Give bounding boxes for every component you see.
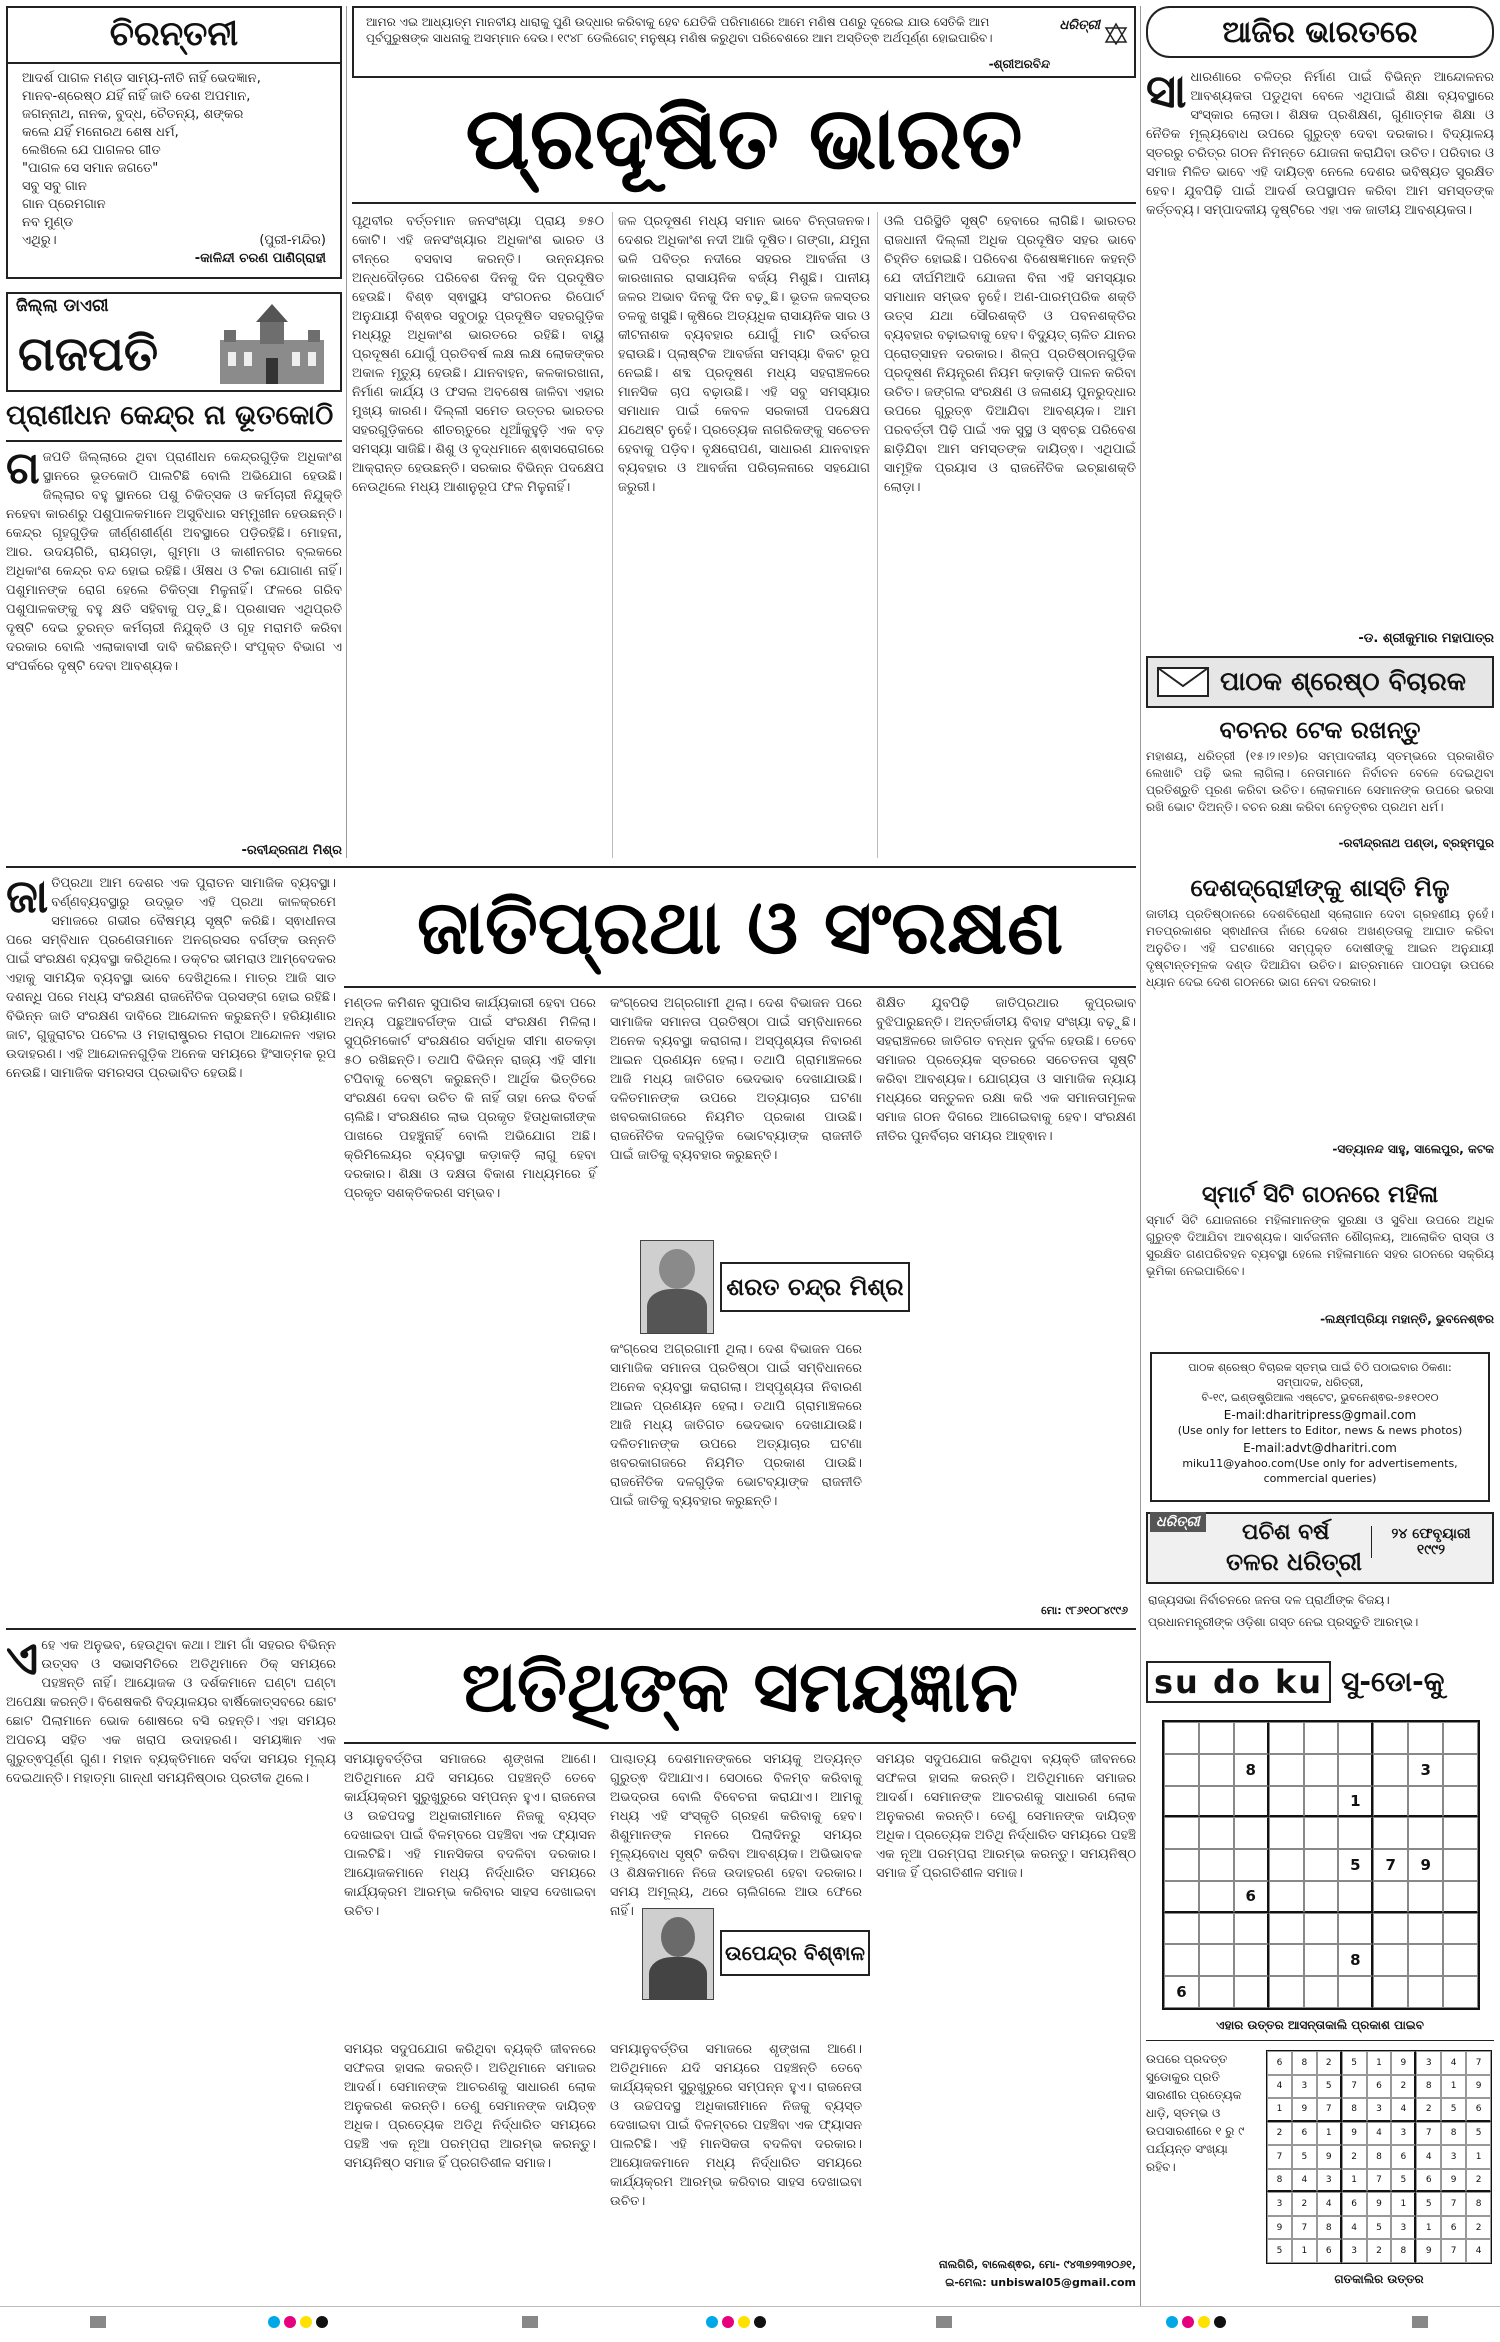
author-name-upendra: ଉପେନ୍ଦ୍ର ବିଶ୍ଵାଳ (720, 1930, 870, 1976)
letter-title: ଦେଶଦ୍ରୋହୀଙ୍କୁ ଶାସ୍ତି ମିଳୁ (1190, 874, 1450, 902)
zilla-name: ଗଜପତି (18, 326, 159, 382)
sudoku-cell[interactable] (1408, 1786, 1443, 1818)
sudoku-cell[interactable] (1443, 1976, 1478, 2008)
sudoku-cell[interactable] (1164, 1881, 1199, 1913)
gray-bar (522, 2316, 538, 2328)
solution-cell: 9 (1367, 2192, 1392, 2216)
quote-text: ଆମର ଏଇ ଆଧ୍ୟାତ୍ମ ମାନବୀୟ ଧାରାକୁ ପୁଣି ଉଦ୍ଧାର କରିବାକୁ ହେବ ଯେତିକି ପରିମାଣରେ ଆମେ ମଣିଷ ପଣରୁ ଦୂରେଇ ଯାଉ ସେତିକି ଆମ ପୂର୍ବପୁରୁଷଙ୍କ ସାଧନାକୁ ଅସମ୍ମାନ ଦେଉ। ୧୯୪୮ ଡେଲିଗେଟ୍ ମନୁଷ୍ୟ ମଣିଷ କରୁଥିବା ପରିବେଶରେ ଆମ ଅସ୍ତିତ୍ଵ ଅର୍ଥପୂର୍ଣ୍ଣ ହୋଇପାରିବ। (366, 15, 993, 45)
solution-cell: 4 (1391, 2098, 1416, 2122)
sudoku-cell[interactable] (1373, 1881, 1408, 1913)
solution-cell: 6 (1391, 2145, 1416, 2169)
sudoku-cell[interactable] (1373, 1817, 1408, 1849)
solution-cell: 4 (1317, 2192, 1342, 2216)
sudoku-cell[interactable] (1408, 1881, 1443, 1913)
sudoku-cell[interactable] (1269, 1722, 1304, 1754)
sudoku-cell[interactable] (1338, 1881, 1373, 1913)
sudoku-cell[interactable]: 8 (1338, 1944, 1373, 1976)
solution-cell: 5 (1292, 2145, 1317, 2169)
contact-email[interactable]: E-mail:dharitripress@gmail.com (1223, 1408, 1417, 1422)
twentyfive-item: ରାଜ୍ୟସଭା ନିର୍ବାଚନରେ ଜନତା ଦଳ ପ୍ରାର୍ଥୀଙ୍କ ବିଜୟ। (1148, 1593, 1390, 1607)
main2-col1: ତିପ୍ରଥା ଆମ ଦେଶର ଏକ ପୁରାତନ ସାମାଜିକ ବ୍ୟବସ୍ଥା। ବର୍ଣ୍ଣବ୍ୟବସ୍ଥାରୁ ଉଦ୍ଭୂତ ଏହି ପ୍ରଥା କାଳକ୍ରମେ ସମାଜରେ ଗଭୀର ବୈଷମ୍ୟ ସୃଷ୍ଟି କରିଛି। ସ୍ଵାଧୀନତା ପରେ ସମ୍ବିଧାନ ପ୍ରଣେତାମାନେ ଅନଗ୍ରସର ବର୍ଗଙ୍କ ଉନ୍ନତି ପାଇଁ ସଂରକ୍ଷଣ ବ୍ୟବସ୍ଥା କରିଥିଲେ। ଡକ୍ଟର ଭୀମରାଓ ଆମ୍ବେଦକର ଏହାକୁ ସାମୟିକ ବ୍ୟବସ୍ଥା ଭାବେ ଦେଖିଥିଲେ। ମାତ୍ର ଆଜି ସାତ ଦଶନ୍ଧି ପରେ ମଧ୍ୟ ସଂରକ୍ଷଣ ରାଜନୈତିକ ପ୍ରସଙ୍ଗ ହୋଇ ରହିଛି। ବିଭିନ୍ନ ଜାତି ସଂରକ୍ଷଣ ଦାବିରେ ଆନ୍ଦୋଳନ କରୁଛନ୍ତି। ହରିୟାଣାର ଜାଟ, ଗୁଜୁରାଟର ପଟେଲ ଓ ମହାରାଷ୍ଟ୍ରର ମରାଠା ଆନ୍ଦୋଳନ ଏହାର ଉଦାହରଣ। ଏହି ଆନ୍ଦୋଳନଗୁଡ଼ିକ ଅନେକ ସମୟରେ ହିଂସାତ୍ମକ ରୂପ ନେଉଛି। ସାମାଜିକ ସମରସତା ପ୍ରଭାବିତ ହେଉଛି। (6, 876, 336, 1081)
solution-cell: 3 (1441, 2145, 1466, 2169)
solution-cell: 2 (1342, 2145, 1367, 2169)
poem-line: ଆଦର୍ଶ ପାଗଳ ମଣ୍ଡ ସାମ୍ୟ-ନୀତି ନାହିଁ ଭେଦଜ୍ଞାନ, (22, 71, 261, 86)
sudoku-cell[interactable] (1373, 1913, 1408, 1945)
main3-col2: ସମୟାନୁବର୍ତ୍ତିତା ସମାଜରେ ଶୃଙ୍ଖଳା ଆଣେ। ଅତିଥିମାନେ ଯଦି ସମୟରେ ପହଞ୍ଚନ୍ତି ତେବେ କାର୍ଯ୍ୟକ୍ରମ ସୁରୁଖୁରୁରେ ସମ୍ପନ୍ନ ହୁଏ। ରାଜନେତା ଓ ଉଚ୍ଚପଦସ୍ଥ ଅଧିକାରୀମାନେ ନିଜକୁ ବ୍ୟସ୍ତ ଦେଖାଇବା ପାଇଁ ବିଳମ୍ବରେ ପହଞ୍ଚିବା ଏକ ଫ୍ୟାସନ ପାଲଟିଛି। ଏହି ମାନସିକତା ବଦଳିବା ଦରକାର। ଆୟୋଜକମାନେ ମଧ୍ୟ ନିର୍ଦ୍ଧାରିତ ସମୟରେ କାର୍ଯ୍ୟକ୍ରମ ଆରମ୍ଭ କରିବାର ସାହସ ଦେଖାଇବା ଉଚିତ। (344, 1752, 596, 1919)
author-photo-sarat (640, 1240, 714, 1334)
black-dot (1214, 2316, 1226, 2328)
sudoku-cell[interactable] (1199, 1976, 1234, 2008)
sudoku-cell[interactable] (1443, 1881, 1478, 1913)
sudoku-cell[interactable] (1269, 1881, 1304, 1913)
sudoku-cell[interactable] (1408, 1817, 1443, 1849)
quote-strip (352, 6, 1136, 78)
sudoku-grid (1162, 1720, 1480, 2010)
solution-cell: 9 (1317, 2145, 1342, 2169)
solution-cell: 1 (1267, 2098, 1292, 2122)
quote-author: -ଶ୍ରୀଅରବିନ୍ଦ (988, 57, 1050, 71)
twentyfive-title-2: ତଳର ଧରିତ୍ରୀ (1226, 1548, 1362, 1576)
contact-box (1150, 1352, 1490, 1502)
cyan-dot (268, 2316, 280, 2328)
dharitri-logo-small: ଧରିତ୍ରୀ (1059, 18, 1100, 33)
sudoku-cell[interactable] (1304, 1976, 1339, 2008)
sudoku-cell[interactable] (1199, 1817, 1234, 1849)
sudoku-answer-note: ଏହାର ଉତ୍ତର ଆସନ୍ତାକାଲି ପ୍ରକାଶ ପାଇବ (1216, 2018, 1424, 2032)
sudoku-cell[interactable] (1269, 1849, 1304, 1881)
poem-line: ଗାନ ପ୍ରେମଗାନ (22, 197, 106, 212)
solution-cell: 1 (1342, 2169, 1367, 2193)
letter-author: -ଲକ୍ଷ୍ମୀପ୍ରିୟା ମହାନ୍ତି, ଭୁବନେଶ୍ଵର (1320, 1312, 1494, 1326)
solution-cell: 6 (1292, 2122, 1317, 2146)
sudoku-cell[interactable] (1373, 1722, 1408, 1754)
solution-cell: 8 (1441, 2122, 1466, 2146)
sudoku-cell[interactable] (1199, 1849, 1234, 1881)
sudoku-cell[interactable] (1443, 1849, 1478, 1881)
sudoku-cell[interactable] (1199, 1722, 1234, 1754)
zilla-diary-box (6, 292, 342, 392)
sudoku-cell[interactable] (1443, 1722, 1478, 1754)
solution-cell: 5 (1342, 2051, 1367, 2075)
sudoku-cell[interactable] (1199, 1913, 1234, 1945)
solution-cell: 5 (1441, 2098, 1466, 2122)
star-emblem-icon (1104, 22, 1128, 46)
sudoku-title (1146, 1654, 1494, 1710)
letter-2 (1146, 874, 1494, 1174)
letter-author: -ରବୀନ୍ଦ୍ରନାଥ ପଣ୍ଡା, ବ୍ରହ୍ମପୁର (1338, 836, 1494, 850)
sudoku-cell[interactable] (1199, 1754, 1234, 1786)
envelope-icon (1156, 664, 1212, 700)
sudoku-cell[interactable] (1304, 1817, 1339, 1849)
solution-cell: 5 (1466, 2122, 1491, 2146)
solution-cell: 4 (1441, 2051, 1466, 2075)
solution-cell: 5 (1367, 2216, 1392, 2240)
solution-cell: 4 (1267, 2075, 1292, 2099)
letter-title: ସ୍ମାର୍ଟ ସିଟି ଗଠନରେ ମହିଳା (1201, 1182, 1439, 1208)
solution-cell: 3 (1391, 2122, 1416, 2146)
solution-cell: 7 (1367, 2169, 1392, 2193)
solution-cell: 8 (1342, 2098, 1367, 2122)
sudoku-cell[interactable] (1199, 1944, 1234, 1976)
sudoku-cell[interactable]: 6 (1234, 1881, 1269, 1913)
solution-cell: 2 (1466, 2169, 1491, 2193)
main3-col3b: ସମୟାନୁବର୍ତ୍ତିତା ସମାଜରେ ଶୃଙ୍ଖଳା ଆଣେ। ଅତିଥିମାନେ ଯଦି ସମୟରେ ପହଞ୍ଚନ୍ତି ତେବେ କାର୍ଯ୍ୟକ୍ରମ ସୁରୁଖୁରୁରେ ସମ୍ପନ୍ନ ହୁଏ। ରାଜନେତା ଓ ଉଚ୍ଚପଦସ୍ଥ ଅଧିକାରୀମାନେ ନିଜକୁ ବ୍ୟସ୍ତ ଦେଖାଇବା ପାଇଁ ବିଳମ୍ବରେ ପହଞ୍ଚିବା ଏକ ଫ୍ୟାସନ ପାଲଟିଛି। ଏହି ମାନସିକତା ବଦଳିବା ଦରକାର। ଆୟୋଜକମାନେ ମଧ୍ୟ ନିର୍ଦ୍ଧାରିତ ସମୟରେ କାର୍ଯ୍ୟକ୍ରମ ଆରମ୍ଭ କରିବାର ସାହସ ଦେଖାଇବା ଉଚିତ। (610, 2042, 862, 2209)
twentyfive-date: ୨୪ ଫେବୃୟାରୀ ୧୯୯୨ (1371, 1526, 1486, 1558)
main3-address: ନାଲଗିରି, ବାଲେଶ୍ଵର, ମୋ- ୯୪୩୭୨୩୨୦୬୧, (938, 2258, 1136, 2271)
poem-line: କଲେ ଯହିଁ ମନୋରଥ ଶେଷ ଧର୍ମ, (22, 125, 179, 140)
solution-cell: 8 (1466, 2192, 1491, 2216)
solution-cell: 6 (1441, 2216, 1466, 2240)
solution-cell: 7 (1416, 2122, 1441, 2146)
solution-cell: 1 (1416, 2216, 1441, 2240)
sudoku-cell[interactable] (1373, 1786, 1408, 1818)
sudoku-cell[interactable] (1304, 1913, 1339, 1945)
solution-cell: 8 (1391, 2239, 1416, 2263)
solution-cell: 9 (1292, 2098, 1317, 2122)
twentyfive-item: ପ୍ରଧାନମନ୍ତ୍ରୀଙ୍କ ଓଡ଼ିଶା ଗସ୍ତ ନେଇ ପ୍ରସ୍ତୁତି ଆରମ୍ଭ। (1148, 1615, 1419, 1629)
sudoku-cell[interactable] (1443, 1817, 1478, 1849)
sudoku-cell[interactable] (1304, 1944, 1339, 1976)
author-photo-upendra (642, 1908, 714, 2000)
contact-email[interactable]: miku11@yahoo.com(Use only for advertisements, commercial queries) (1182, 1457, 1458, 1485)
sudoku-cell[interactable] (1443, 1786, 1478, 1818)
solution-cell: 7 (1267, 2145, 1292, 2169)
sudoku-cell[interactable] (1269, 1754, 1304, 1786)
contact-note: (Use only for letters to Editor, news & news photos) (1177, 1424, 1463, 1437)
yellow-dot (300, 2316, 312, 2328)
solution-cell: 6 (1342, 2192, 1367, 2216)
poem-line: ସବୁ ସବୁ ଗାନ (22, 179, 87, 194)
sudoku-cell[interactable] (1338, 1817, 1373, 1849)
solution-cell: 5 (1391, 2169, 1416, 2193)
sudoku-cell[interactable] (1408, 1944, 1443, 1976)
sudoku-cell[interactable] (1164, 1786, 1199, 1818)
zilla-diary-label: ଜିଲ୍ଲା ଡାଏରୀ (16, 296, 109, 316)
sudoku-cell[interactable] (1199, 1786, 1234, 1818)
poem-line: ଲେଖିଲେ ଯେ ପାଗଳର ଗୀତ (22, 143, 161, 158)
letter-1 (1146, 716, 1494, 866)
sudoku-cell[interactable] (1234, 1817, 1269, 1849)
cyan-dot (706, 2316, 718, 2328)
solution-cell: 8 (1267, 2169, 1292, 2193)
sudoku-cell[interactable] (1269, 1786, 1304, 1818)
sudoku-cell[interactable]: 8 (1234, 1754, 1269, 1786)
solution-cell: 8 (1367, 2145, 1392, 2169)
sudoku-cell[interactable] (1234, 1849, 1269, 1881)
sudoku-title-en: su do ku (1146, 1661, 1331, 1703)
letter-author: -ସତ୍ୟାନନ୍ଦ ସାହୁ, ସାଲେପୁର, କଟକ (1332, 1142, 1494, 1156)
sudoku-cell[interactable] (1269, 1944, 1304, 1976)
yellow-dot (1198, 2316, 1210, 2328)
solution-cell: 3 (1416, 2051, 1441, 2075)
palace-icon (212, 300, 332, 386)
pranadhana-dropcap: ଗ (6, 443, 40, 494)
magenta-dot (722, 2316, 734, 2328)
solution-cell: 9 (1267, 2216, 1292, 2240)
solution-cell: 2 (1292, 2192, 1317, 2216)
sudoku-cell[interactable] (1304, 1849, 1339, 1881)
author-name-sarat: ଶରତ ଚନ୍ଦ୍ର ମିଶ୍ର (720, 1262, 910, 1312)
sudoku-cell[interactable] (1373, 1976, 1408, 2008)
sudoku-cell[interactable] (1443, 1913, 1478, 1945)
solution-cell: 9 (1391, 2051, 1416, 2075)
solution-cell: 9 (1342, 2122, 1367, 2146)
sudoku-cell[interactable] (1338, 1913, 1373, 1945)
main1-col2: ଜଳ ପ୍ରଦୂଷଣ ମଧ୍ୟ ସମାନ ଭାବେ ଚିନ୍ତାଜନକ। ଦେଶର ଅଧିକାଂଶ ନଦୀ ଆଜି ଦୂଷିତ। ଗଙ୍ଗା, ଯମୁନା ଭଳି ପବିତ୍ର ନଦୀରେ ସହରର ଆବର୍ଜନା ଓ କାରଖାନାର ରାସାୟନିକ ବର୍ଜ୍ୟ ମିଶୁଛି। ପାନୀୟ ଜଳର ଅଭାବ ଦିନକୁ ଦିନ ବଢ଼ୁଛି। ଭୂତଳ ଜଳସ୍ତର ତଳକୁ ଖସୁଛି। କୃଷିରେ ଅତ୍ୟଧିକ ରାସାୟନିକ ସାର ଓ କୀଟନାଶକ ବ୍ୟବହାର ଯୋଗୁଁ ମାଟି ଉର୍ବରତା ହରାଉଛି। ପ୍ଲାଷ୍ଟିକ ଆବର୍ଜନା ସମସ୍ୟା ବିକଟ ରୂପ ନେଇଛି। ଶବ୍ଦ ପ୍ରଦୂଷଣ ମଧ୍ୟ ସହରାଞ୍ଚଳରେ ମାନସିକ ଚାପ ବଢ଼ାଉଛି। ଏହି ସବୁ ସମସ୍ୟାର ସମାଧାନ ପାଇଁ କେବଳ ସରକାରୀ ପଦକ୍ଷେପ ଯଥେଷ୍ଟ ନୁହେଁ। ପ୍ରତ୍ୟେକ ନାଗରିକଙ୍କୁ ସଚେତନ ହେବାକୁ ପଡ଼ିବ। ବୃକ୍ଷରୋପଣ, ସାଧାରଣ ଯାନବାହନ ବ୍ୟବହାର ଓ ଆବର୍ଜନା ପରିଚାଳନାରେ ସହଯୋଗ ଜରୁରୀ। (618, 214, 870, 495)
sudoku-cell[interactable] (1234, 1722, 1269, 1754)
main2-col4: ଶିକ୍ଷିତ ଯୁବପିଢ଼ି ଜାତିପ୍ରଥାର କୁପ୍ରଭାବ ବୁଝିପାରୁଛନ୍ତି। ଅନ୍ତର୍ଜାତୀୟ ବିବାହ ସଂଖ୍ୟା ବଢ଼ୁଛି। ସହରାଞ୍ଚଳରେ ଜାତିଗତ ବନ୍ଧନ ଦୁର୍ବଳ ହେଉଛି। ତେବେ ସମାଜର ପ୍ରତ୍ୟେକ ସ୍ତରରେ ସଚେତନତା ସୃଷ୍ଟି କରିବା ଆବଶ୍ୟକ। ଯୋଗ୍ୟତା ଓ ସାମାଜିକ ନ୍ୟାୟ ମଧ୍ୟରେ ସନ୍ତୁଳନ ରକ୍ଷା କରି ଏକ ସମାନତାମୂଳକ ସମାଜ ଗଠନ ଦିଗରେ ଆଗେଇବାକୁ ହେବ। ସଂରକ୍ଷଣ ନୀତିର ପୁନର୍ବିଚାର ସମୟର ଆହ୍ଵାନ। (876, 996, 1136, 1144)
ajira-bharat-dropcap: ସା (1146, 64, 1187, 118)
solution-cell: 3 (1367, 2098, 1392, 2122)
solution-cell: 3 (1317, 2169, 1342, 2193)
main3-dropcap: ଏ (6, 1631, 39, 1685)
sudoku-cell[interactable]: 5 (1338, 1849, 1373, 1881)
contact-line: ସମ୍ପାଦକ, ଧରିତ୍ରୀ, (1276, 1376, 1364, 1389)
main2-headline: ଜାତିପ୍ରଥା ଓ ସଂରକ୍ଷଣ (416, 885, 1064, 971)
sudoku-cell[interactable] (1304, 1786, 1339, 1818)
letters-header (1146, 656, 1494, 708)
sudoku-cell[interactable] (1269, 1976, 1304, 2008)
contact-line: ପାଠକ ଶ୍ରେଷ୍ଠ ବିଚାରକ ସ୍ତମ୍ଭ ପାଇଁ ଚିଠି ପଠାଇବାର ଠିକଣା: (1188, 1361, 1452, 1374)
solution-cell: 9 (1441, 2169, 1466, 2193)
solution-cell: 5 (1317, 2075, 1342, 2099)
yellow-dot (738, 2316, 750, 2328)
ajira-bharat-body: ଧାରଣାରେ ଚଳିତ୍ର ନିର୍ମାଣ ପାଇଁ ବିଭିନ୍ନ ଆନ୍ଦୋଳନର ଆବଶ୍ୟକତା ପଡୁଥିବା ବେଳେ ଏଥିପାଇଁ ଶିକ୍ଷା ବ୍ୟବସ୍ଥାରେ ସଂସ୍କାର ଲୋଡା। ଶିକ୍ଷକ ପ୍ରଶିକ୍ଷଣ, ଗୁଣାତ୍ମକ ଶିକ୍ଷା ଓ ନୈତିକ ମୂଲ୍ୟବୋଧ ଉପରେ ଗୁରୁତ୍ଵ ଦେବା ଦରକାର। ବିଦ୍ୟାଳୟ ସ୍ତରରୁ ଚରିତ୍ର ଗଠନ ନିମନ୍ତେ ଯୋଜନା କରାଯିବା ଉଚିତ। ପରିବାର ଓ ସମାଜ ମିଳିତ ଭାବେ ଏହି ଦାୟିତ୍ଵ ନେଲେ ଦେଶର ଭବିଷ୍ୟତ ସୁରକ୍ଷିତ ହେବ। ଯୁବପିଢ଼ି ପାଇଁ ଆଦର୍ଶ ଉପସ୍ଥାପନ କରିବା ଆମ ସମସ୍ତଙ୍କ କର୍ତ୍ତବ୍ୟ। ସମ୍ପାଦକୀୟ ଦୃଷ୍ଟିରେ ଏହା ଏକ ଜାତୀୟ ଆବଶ୍ୟକତା। (1146, 70, 1494, 218)
sudoku-cell[interactable] (1373, 1754, 1408, 1786)
solution-cell: 2 (1391, 2075, 1416, 2099)
sudoku-cell[interactable] (1408, 1913, 1443, 1945)
pranadhana-author: -ରବୀନ୍ଦ୍ରନାଥ ମିଶ୍ର (241, 843, 342, 858)
poem-line: ନବ ମୁଣ୍ଡ (22, 215, 74, 230)
main2-phone: ମୋ: ୯୮୬୧୦୮୪୯୯୬ (1041, 1604, 1128, 1617)
main3-col2b: ସମୟର ସଦୁପଯୋଗ କରିଥିବା ବ୍ୟକ୍ତି ଜୀବନରେ ସଫଳତା ହାସଲ କରନ୍ତି। ଅତିଥିମାନେ ସମାଜର ଆଦର୍ଶ। ସେମାନଙ୍କ ଆଚରଣକୁ ସାଧାରଣ ଲୋକ ଅନୁକରଣ କରନ୍ତି। ତେଣୁ ସେମାନଙ୍କ ଦାୟିତ୍ଵ ଅଧିକ। ପ୍ରତ୍ୟେକ ଅତିଥି ନିର୍ଦ୍ଧାରିତ ସମୟରେ ପହଞ୍ଚି ଏକ ନୂଆ ପରମ୍ପରା ଆରମ୍ଭ କରନ୍ତୁ। ସମୟନିଷ୍ଠ ସମାଜ ହିଁ ପ୍ରଗତିଶୀଳ ସମାଜ। (344, 2042, 596, 2171)
poem-line: ଜଗନ୍ନାଥ, ନାନକ, ବୁଦ୍ଧ, ଚୈତନ୍ୟ, ଶଙ୍କର (22, 107, 244, 122)
sudoku-cell[interactable] (1304, 1754, 1339, 1786)
sudoku-cell[interactable] (1199, 1881, 1234, 1913)
chirantani-title: ଚିରନ୍ତନୀ (8, 8, 340, 64)
letter-3 (1146, 1182, 1494, 1342)
solution-cell: 3 (1267, 2192, 1292, 2216)
solution-cell: 4 (1292, 2169, 1317, 2193)
main3-col4: ସମୟର ସଦୁପଯୋଗ କରିଥିବା ବ୍ୟକ୍ତି ଜୀବନରେ ସଫଳତା ହାସଲ କରନ୍ତି। ଅତିଥିମାନେ ସମାଜର ଆଦର୍ଶ। ସେମାନଙ୍କ ଆଚରଣକୁ ସାଧାରଣ ଲୋକ ଅନୁକରଣ କରନ୍ତି। ତେଣୁ ସେମାନଙ୍କ ଦାୟିତ୍ଵ ଅଧିକ। ପ୍ରତ୍ୟେକ ଅତିଥି ନିର୍ଦ୍ଧାରିତ ସମୟରେ ପହଞ୍ଚି ଏକ ନୂଆ ପରମ୍ପରା ଆରମ୍ଭ କରନ୍ତୁ। ସମୟନିଷ୍ଠ ସମାଜ ହିଁ ପ୍ରଗତିଶୀଳ ସମାଜ। (876, 1752, 1136, 1881)
sudoku-solution-grid (1266, 2050, 1492, 2264)
sudoku-cell[interactable] (1269, 1913, 1304, 1945)
solution-cell: 9 (1416, 2239, 1441, 2263)
solution-cell: 6 (1416, 2169, 1441, 2193)
solution-cell: 5 (1267, 2239, 1292, 2263)
solution-cell: 6 (1317, 2239, 1342, 2263)
magenta-dot (284, 2316, 296, 2328)
solution-cell: 1 (1441, 2075, 1466, 2099)
gray-bar (90, 2316, 106, 2328)
poem-line: "ପାଗଳ ସେ ସମାନ ଜଗତେ" (22, 161, 159, 176)
solution-cell: 2 (1416, 2098, 1441, 2122)
sudoku-cell[interactable] (1234, 1913, 1269, 1945)
black-dot (316, 2316, 328, 2328)
sudoku-cell[interactable]: 3 (1408, 1754, 1443, 1786)
main3-email[interactable]: ଇ-ମେଲ: unbiswal05@gmail.com (945, 2276, 1136, 2289)
sudoku-cell[interactable] (1269, 1817, 1304, 1849)
main1-col3: ଓଲି ପରିସ୍ଥିତି ସୃଷ୍ଟି ହେବାରେ ଲାଗିଛି। ଭାରତର ରାଜଧାନୀ ଦିଲ୍ଲୀ ଅଧିକ ପ୍ରଦୂଷିତ ସହର ଭାବେ ଚିହ୍ନିତ ହୋଇଛି। ପରିବେଶ ବିଶେଷଜ୍ଞମାନେ କହନ୍ତି ଯେ ଦୀର୍ଘମିଆଦି ଯୋଜନା ବିନା ଏହି ସମସ୍ୟାର ସମାଧାନ ସମ୍ଭବ ନୁହେଁ। ଅଣ-ପାରମ୍ପରିକ ଶକ୍ତି ଉତ୍ସ ଯଥା ସୌରଶକ୍ତି ଓ ପବନଶକ୍ତିର ବ୍ୟବହାର ବଢ଼ାଇବାକୁ ହେବ। ବିଦ୍ୟୁତ୍ ଚାଳିତ ଯାନର ପ୍ରୋତ୍ସାହନ ଦରକାର। ଶିଳ୍ପ ପ୍ରତିଷ୍ଠାନଗୁଡ଼ିକ ପ୍ରଦୂଷଣ ନିୟନ୍ତ୍ରଣ ନିୟମ କଡ଼ାକଡ଼ି ପାଳନ କରିବା ଉଚିତ। ଜଙ୍ଗଲ ସଂରକ୍ଷଣ ଓ ଜଳାଶୟ ପୁନରୁଦ୍ଧାର ଉପରେ ଗୁରୁତ୍ଵ ଦିଆଯିବା ଆବଶ୍ୟକ। ଆମ ପରବର୍ତ୍ତୀ ପିଢ଼ି ପାଇଁ ଏକ ସୁସ୍ଥ ଓ ସ୍ଵଚ୍ଛ ପରିବେଶ ଛାଡ଼ିଯିବା ଆମ ସମସ୍ତଙ୍କ ଦାୟିତ୍ଵ। ଏଥିପାଇଁ ସାମୂହିକ ପ୍ରୟାସ ଓ ରାଜନୈତିକ ଇଚ୍ଛାଶକ୍ତି ଲୋଡ଼ା। (884, 214, 1136, 495)
sudoku-cell[interactable] (1338, 1722, 1373, 1754)
sudoku-cell[interactable] (1338, 1754, 1373, 1786)
pranadhana-body: ଜପତି ଜିଲ୍ଲାରେ ଥିବା ପ୍ରାଣୀଧନ କେନ୍ଦ୍ରଗୁଡ଼ିକ ଅଧିକାଂଶ ସ୍ଥାନରେ ଭୂତକୋଠି ପାଲଟିଛି ବୋଲି ଅଭିଯୋଗ ହେଉଛି। ଜିଲ୍ଲାର ବହୁ ସ୍ଥାନରେ ପଶୁ ଚିକିତ୍ସକ ଓ କର୍ମଚାରୀ ନିଯୁକ୍ତି ନହେବା କାରଣରୁ ପଶୁପାଳକମାନେ ଅସୁବିଧାର ସମ୍ମୁଖୀନ ହେଉଛନ୍ତି। କେନ୍ଦ୍ର ଗୃହଗୁଡ଼ିକ ଜୀର୍ଣ୍ଣଶୀର୍ଣ୍ଣ ଅବସ୍ଥାରେ ପଡ଼ିରହିଛି। ମୋହନା, ଆର. ଉଦୟଗିରି, ରାୟଗଡ଼ା, ଗୁମ୍ମା ଓ କାଶୀନଗର ବ୍ଲକରେ ଅଧିକାଂଶ କେନ୍ଦ୍ର ବନ୍ଦ ହୋଇ ରହିଛି। ଔଷଧ ଓ ଟିକା ଯୋଗାଣ ନାହିଁ। ପଶୁମାନଙ୍କ ରୋଗ ହେଲେ ଚିକିତ୍ସା ମିଳୁନାହିଁ। ଫଳରେ ଗରିବ ପଶୁପାଳକଙ୍କୁ ବହୁ କ୍ଷତି ସହିବାକୁ ପଡ଼ୁଛି। ପ୍ରଶାସନ ଏଥିପ୍ରତି ଦୃଷ୍ଟି ଦେଇ ତୁରନ୍ତ କର୍ମଚାରୀ ନିଯୁକ୍ତି ଓ ଗୃହ ମରାମତି କରିବା ଦରକାର ବୋଲି ଏଲାକାବାସୀ ଦାବି କରିଛନ୍ତି। ସଂପୃକ୍ତ ବିଭାଗ ଏ ସଂପର୍କରେ ଦୃଷ୍ଟି ଦେବା ଆବଶ୍ୟକ। (6, 450, 342, 674)
main2-col3b: କଂଗ୍ରେସ ଅଗ୍ରଗାମୀ ଥିଲା। ଦେଶ ବିଭାଜନ ପରେ ସାମାଜିକ ସମାନତା ପ୍ରତିଷ୍ଠା ପାଇଁ ସମ୍ବିଧାନରେ ଅନେକ ବ୍ୟବସ୍ଥା କରାଗଲା। ଅସ୍ପୃଶ୍ୟତା ନିବାରଣ ଆଇନ ପ୍ରଣୟନ ହେଲା। ତଥାପି ଗ୍ରାମାଞ୍ଚଳରେ ଆଜି ମଧ୍ୟ ଜାତିଗତ ଭେଦଭାବ ଦେଖାଯାଉଛି। ଦଳିତମାନଙ୍କ ଉପରେ ଅତ୍ୟାଚାର ଘଟଣା ଖବରକାଗଜରେ ନିୟମିତ ପ୍ରକାଶ ପାଉଛି। ରାଜନୈତିକ ଦଳଗୁଡ଼ିକ ଭୋଟବ୍ୟାଙ୍କ ରାଜନୀତି ପାଇଁ ଜାତିକୁ ବ୍ୟବହାର କରୁଛନ୍ତି। (610, 1342, 862, 1509)
poem-line: ଏଥିରୁ। (22, 233, 57, 248)
sudoku-cell[interactable] (1443, 1754, 1478, 1786)
letter-body: ଜାତୀୟ ପ୍ରତିଷ୍ଠାନରେ ଦେଶବିରୋଧୀ ସ୍ଲୋଗାନ ଦେବା ଗ୍ରହଣୀୟ ନୁହେଁ। ମତପ୍ରକାଶର ସ୍ଵାଧୀନତା ନାଁରେ ଦେଶର ଅଖଣ୍ଡତାକୁ ଆଘାତ କରିବା ଅନୁଚିତ। ଏହି ଘଟଣାରେ ସମ୍ପୃକ୍ତ ଦୋଷୀଙ୍କୁ ଆଇନ ଅନୁଯାୟୀ ଦୃଷ୍ଟାନ୍ତମୂଳକ ଦଣ୍ଡ ଦିଆଯିବା ଉଚିତ। ଛାତ୍ରମାନେ ପାଠପଢ଼ା ଉପରେ ଧ୍ୟାନ ଦେଇ ଦେଶ ଗଠନରେ ଭାଗ ନେବା ଦରକାର। (1146, 907, 1494, 989)
cyan-dot (1166, 2316, 1178, 2328)
solution-cell: 7 (1292, 2216, 1317, 2240)
solution-cell: 7 (1342, 2075, 1367, 2099)
solution-cell: 5 (1416, 2192, 1441, 2216)
poem-line: ମାନବ-ଶ୍ରେଷ୍ଠ ଯହିଁ ନାହିଁ ଜାତି ଦେଶ ଅପମାନ, (22, 89, 251, 104)
sudoku-cell[interactable] (1338, 1976, 1373, 2008)
sudoku-cell[interactable] (1234, 1976, 1269, 2008)
sudoku-cell[interactable] (1234, 1944, 1269, 1976)
sudoku-cell[interactable] (1164, 1817, 1199, 1849)
solution-cell: 2 (1367, 2239, 1392, 2263)
main2-col3: କଂଗ୍ରେସ ଅଗ୍ରଗାମୀ ଥିଲା। ଦେଶ ବିଭାଜନ ପରେ ସାମାଜିକ ସମାନତା ପ୍ରତିଷ୍ଠା ପାଇଁ ସମ୍ବିଧାନରେ ଅନେକ ବ୍ୟବସ୍ଥା କରାଗଲା। ଅସ୍ପୃଶ୍ୟତା ନିବାରଣ ଆଇନ ପ୍ରଣୟନ ହେଲା। ତଥାପି ଗ୍ରାମାଞ୍ଚଳରେ ଆଜି ମଧ୍ୟ ଜାତିଗତ ଭେଦଭାବ ଦେଖାଯାଉଛି। ଦଳିତମାନଙ୍କ ଉପରେ ଅତ୍ୟାଚାର ଘଟଣା ଖବରକାଗଜରେ ନିୟମିତ ପ୍ରକାଶ ପାଉଛି। ରାଜନୈତିକ ଦଳଗୁଡ଼ିକ ଭୋଟବ୍ୟାଙ୍କ ରାଜନୀତି ପାଇଁ ଜାତିକୁ ବ୍ୟବହାର କରୁଛନ୍ତି। (610, 996, 862, 1163)
main3-col3: ପାଶ୍ଚାତ୍ୟ ଦେଶମାନଙ୍କରେ ସମୟକୁ ଅତ୍ୟନ୍ତ ଗୁରୁତ୍ଵ ଦିଆଯାଏ। ସେଠାରେ ବିଳମ୍ବ କରିବାକୁ ଅଭଦ୍ରତା ବୋଲି ବିବେଚନା କରାଯାଏ। ଆମକୁ ମଧ୍ୟ ଏହି ସଂସ୍କୃତି ଗ୍ରହଣ କରିବାକୁ ହେବ। ଶିଶୁମାନଙ୍କ ମନରେ ପିଲାଦିନରୁ ସମୟର ମୂଲ୍ୟବୋଧ ସୃଷ୍ଟି କରିବା ଆବଶ୍ୟକ। ଅଭିଭାବକ ଓ ଶିକ୍ଷକମାନେ ନିଜେ ଉଦାହରଣ ହେବା ଦରକାର। ସମୟ ଅମୂଲ୍ୟ, ଥରେ ଚାଲିଗଲେ ଆଉ ଫେରେ ନାହିଁ। (610, 1752, 862, 1919)
sudoku-cell[interactable] (1234, 1786, 1269, 1818)
solution-cell: 1 (1367, 2051, 1392, 2075)
poem-source: (ପୁରୀ-ମନ୍ଦିର) (259, 233, 326, 248)
contact-email[interactable]: E-mail:advt@dharitri.com (1243, 1441, 1397, 1455)
chirantani-box (6, 6, 342, 279)
sudoku-cell[interactable] (1373, 1944, 1408, 1976)
main2-col2: ମଣ୍ଡଳ କମିଶନ ସୁପାରିସ କାର୍ଯ୍ୟକାରୀ ହେବା ପରେ ଅନ୍ୟ ପଛୁଆବର୍ଗଙ୍କ ପାଇଁ ସଂରକ୍ଷଣ ମିଳିଲା। ସୁପ୍ରିମକୋର୍ଟ ସଂରକ୍ଷଣର ସର୍ବାଧିକ ସୀମା ଶତକଡ଼ା ୫୦ ରଖିଛନ୍ତି। ତଥାପି ବିଭିନ୍ନ ରାଜ୍ୟ ଏହି ସୀମା ଟପିବାକୁ ଚେଷ୍ଟା କରୁଛନ୍ତି। ଆର୍ଥିକ ଭିତ୍ତିରେ ସଂରକ୍ଷଣ ଦେବା ଉଚିତ କି ନାହିଁ ତାହା ନେଇ ବିତର୍କ ଚାଲିଛି। ସଂରକ୍ଷଣର ଲାଭ ପ୍ରକୃତ ହିତାଧିକାରୀଙ୍କ ପାଖରେ ପହଞ୍ଚୁନାହିଁ ବୋଲି ଅଭିଯୋଗ ଅଛି। କ୍ରିମିଲେୟର ବ୍ୟବସ୍ଥା କଡ଼ାକଡ଼ି ଲାଗୁ ହେବା ଦରକାର। ଶିକ୍ଷା ଓ ଦକ୍ଷତା ବିକାଶ ମାଧ୍ୟମରେ ହିଁ ପ୍ରକୃତ ସଶକ୍ତିକରଣ ସମ୍ଭବ। (344, 996, 596, 1201)
solution-cell: 1 (1391, 2192, 1416, 2216)
sudoku-cell[interactable]: 6 (1164, 1976, 1199, 2008)
sudoku-cell[interactable]: 1 (1338, 1786, 1373, 1818)
solution-cell: 6 (1367, 2075, 1392, 2099)
sudoku-cell[interactable] (1304, 1722, 1339, 1754)
sudoku-cell[interactable] (1408, 1722, 1443, 1754)
gray-bar (936, 2316, 952, 2328)
main1-col1: ପୃଥିବୀର ବର୍ତ୍ତମାନ ଜନସଂଖ୍ୟା ପ୍ରାୟ ୭୫୦ କୋଟି। ଏହି ଜନସଂଖ୍ୟାର ଅଧିକାଂଶ ଭାରତ ଓ ଚୀନ୍‌ରେ ବସବାସ କରନ୍ତି। ଉନ୍ନୟନର ଅନ୍ଧଦୌଡ଼ରେ ପରିବେଶ ଦିନକୁ ଦିନ ପ୍ରଦୂଷିତ ହେଉଛି। ବିଶ୍ଵ ସ୍ଵାସ୍ଥ୍ୟ ସଂଗଠନର ରିପୋର୍ଟ ଅନୁଯାୟୀ ବିଶ୍ଵର ସବୁଠାରୁ ପ୍ରଦୂଷିତ ସହରଗୁଡ଼ିକ ମଧ୍ୟରୁ ଅଧିକାଂଶ ଭାରତରେ ରହିଛି। ବାୟୁ ପ୍ରଦୂଷଣ ଯୋଗୁଁ ପ୍ରତିବର୍ଷ ଲକ୍ଷ ଲକ୍ଷ ଲୋକଙ୍କର ଅକାଳ ମୃତ୍ୟୁ ହେଉଛି। ଯାନବାହନ, କଳକାରଖାନା, ନିର୍ମାଣ କାର୍ଯ୍ୟ ଓ ଫସଲ ଅବଶେଷ ଜାଳିବା ଏହାର ମୁଖ୍ୟ କାରଣ। ଦିଲ୍ଲୀ ସମେତ ଉତ୍ତର ଭାରତର ସହରଗୁଡ଼ିକରେ ଶୀତଋତୁରେ ଧୂଆଁକୁହୁଡ଼ି ଏକ ବଡ଼ ସମସ୍ୟା ସାଜିଛି। ଶିଶୁ ଓ ବୃଦ୍ଧମାନେ ଶ୍ଵାସରୋଗରେ ଆକ୍ରାନ୍ତ ହେଉଛନ୍ତି। ସରକାର ବିଭିନ୍ନ ପଦକ୍ଷେପ ନେଉଥିଲେ ମଧ୍ୟ ଆଶାନୁରୂପ ଫଳ ମିଳୁନାହିଁ। (352, 214, 604, 495)
solution-cell: 4 (1342, 2216, 1367, 2240)
solution-cell: 7 (1441, 2239, 1466, 2263)
solution-cell: 2 (1317, 2051, 1342, 2075)
solution-cell: 3 (1391, 2216, 1416, 2240)
solution-cell: 4 (1367, 2122, 1392, 2146)
poem-author: -କାଳିନ୍ଦୀ ଚରଣ ପାଣିଗ୍ରାହୀ (194, 251, 326, 266)
letter-title: ବଚନର ଟେକ ରଖନ୍ତୁ (1219, 716, 1421, 744)
gray-bar (1412, 2316, 1428, 2328)
twentyfive-box (1146, 1512, 1494, 1640)
letters-title: ପାଠକ ଶ୍ରେଷ୍ଠ ବିଚାରକ (1220, 666, 1467, 697)
twentyfive-title-1: ପଚିଶ ବର୍ଷ (1242, 1520, 1330, 1545)
solution-cell: 7 (1466, 2051, 1491, 2075)
sudoku-cell[interactable] (1164, 1849, 1199, 1881)
solution-cell: 3 (1292, 2075, 1317, 2099)
magenta-dot (1182, 2316, 1194, 2328)
solution-cell: 8 (1317, 2216, 1342, 2240)
main1-headline: ପ୍ରଦୂଷିତ ଭାରତ (465, 89, 1023, 189)
solution-cell: 1 (1466, 2145, 1491, 2169)
twentyfive-logo: ଧରିତ୍ରୀ (1150, 1512, 1206, 1532)
black-dot (754, 2316, 766, 2328)
chirantani-poem (8, 64, 340, 274)
ajira-bharat-author: -ଡ. ଶ୍ରୀକୁମାର ମହାପାତ୍ର (1358, 631, 1494, 646)
ajira-bharat-box (1146, 6, 1494, 646)
contact-line: ବି-୧୯, ଇଣ୍ଡଷ୍ଟ୍ରିଆଲ ଏଷ୍ଟେଟ, ଭୁବନେଶ୍ଵର-୭୫୧୦୧୦ (1201, 1391, 1439, 1404)
sudoku-solution-label: ଗତକାଲିର ଉତ୍ତର (1334, 2272, 1424, 2286)
sudoku-title-or: ସୁ-ଡୋ-କୁ (1341, 1665, 1445, 1698)
ajira-bharat-title: ଆଜିର ଭାରତରେ (1146, 6, 1494, 58)
solution-cell: 3 (1342, 2239, 1367, 2263)
solution-cell: 2 (1267, 2122, 1292, 2146)
sudoku-cell[interactable] (1164, 1722, 1199, 1754)
solution-cell: 7 (1441, 2192, 1466, 2216)
letter-body: ମହାଶୟ, ଧରିତ୍ରୀ (୧୫।୨।୧୭)ର ସମ୍ପାଦକୀୟ ସ୍ତମ୍ଭରେ ପ୍ରକାଶିତ ଲେଖାଟି ପଢ଼ି ଭଲ ଲାଗିଲା। ନେତାମାନେ ନିର୍ବାଚନ ବେଳେ ଦେଇଥିବା ପ୍ରତିଶ୍ରୁତି ପୂରଣ କରିବା ଉଚିତ। ଲୋକମାନେ ସେମାନଙ୍କ ଉପରେ ଭରସା ରଖି ଭୋଟ ଦିଅନ୍ତି। ବଚନ ରକ୍ଷା କରିବା ନେତୃତ୍ଵର ପ୍ରଥମ ଧର୍ମ। (1146, 749, 1494, 814)
main3-headline: ଅତିଥିଙ୍କ ସମୟଜ୍ଞାନ (461, 1646, 1019, 1728)
solution-cell: 8 (1292, 2051, 1317, 2075)
sudoku-cell[interactable] (1164, 1913, 1199, 1945)
sudoku-cell[interactable] (1164, 1944, 1199, 1976)
sudoku-rules: ଉପରେ ପ୍ରଦତ୍ତ ସୁଡୋକୁର ପ୍ରତି ସାରଣୀର ପ୍ରତ୍ୟେକ ଧାଡ଼ି, ସ୍ତମ୍ଭ ଓ ଉପସାରଣୀରେ ୧ ରୁ ୯ ପର୍ଯ୍ୟନ୍ତ ସଂଖ୍ୟା ରହିବ। (1146, 2052, 1245, 2174)
sudoku-cell[interactable] (1408, 1976, 1443, 2008)
main2-dropcap: ଜା (6, 869, 49, 923)
solution-cell: 1 (1317, 2122, 1342, 2146)
letter-body: ସ୍ମାର୍ଟ ସିଟି ଯୋଜନାରେ ମହିଳାମାନଙ୍କ ସୁରକ୍ଷା ଓ ସୁବିଧା ଉପରେ ଅଧିକ ଗୁରୁତ୍ଵ ଦିଆଯିବା ଆବଶ୍ୟକ। ସାର୍ବଜନୀନ ଶୌଚାଳୟ, ଆଲୋକିତ ରାସ୍ତା ଓ ସୁରକ୍ଷିତ ଗଣପରିବହନ ବ୍ୟବସ୍ଥା ହେଲେ ମହିଳାମାନେ ସହର ଗଠନରେ ସକ୍ରିୟ ଭୂମିକା ନେଇପାରିବେ। (1146, 1213, 1494, 1278)
pranadhana-headline: ପ୍ରାଣୀଧନ କେନ୍ଦ୍ର ନା ଭୂତକୋଠି (6, 400, 334, 431)
solution-cell: 4 (1416, 2145, 1441, 2169)
solution-cell: 4 (1466, 2239, 1491, 2263)
sudoku-cell[interactable] (1304, 1881, 1339, 1913)
sudoku-cell[interactable] (1164, 1754, 1199, 1786)
solution-cell: 2 (1466, 2216, 1491, 2240)
registration-strip (0, 2314, 1500, 2330)
solution-cell: 7 (1317, 2098, 1342, 2122)
solution-cell: 6 (1267, 2051, 1292, 2075)
sudoku-cell[interactable] (1443, 1944, 1478, 1976)
solution-cell: 1 (1292, 2239, 1317, 2263)
sudoku-cell[interactable]: 9 (1408, 1849, 1443, 1881)
sudoku-cell[interactable]: 7 (1373, 1849, 1408, 1881)
main3-col1: ହେ ଏକ ଅନୁଭବ, ହେଉଥିବା କଥା। ଆମ ଗାଁ ସହରର ବିଭିନ୍ନ ଉତ୍ସବ ଓ ସଭାସମିତିରେ ଅତିଥିମାନେ ଠିକ୍ ସମୟରେ ପହଞ୍ଚନ୍ତି ନାହିଁ। ଆୟୋଜକ ଓ ଦର୍ଶକମାନେ ଘଣ୍ଟା ଘଣ୍ଟା ଅପେକ୍ଷା କରନ୍ତି। ବିଶେଷକରି ବିଦ୍ୟାଳୟର ବାର୍ଷିକୋତ୍ସବରେ ଛୋଟ ଛୋଟ ପିଲାମାନେ ଭୋକ ଶୋଷରେ ବସି ରହନ୍ତି। ଏହା ସମୟର ଅପଚୟ ସହିତ ଏକ ଖରାପ ଉଦାହରଣ। ସମୟଜ୍ଞାନ ଏକ ଗୁରୁତ୍ଵପୂର୍ଣ୍ଣ ଗୁଣ। ମହାନ ବ୍ୟକ୍ତିମାନେ ସର୍ବଦା ସମୟର ମୂଲ୍ୟ ଦେଇଥାନ୍ତି। ମହାତ୍ମା ଗାନ୍ଧୀ ସମୟନିଷ୍ଠାର ପ୍ରତୀକ ଥିଲେ। (6, 1638, 336, 1786)
solution-cell: 9 (1466, 2075, 1491, 2099)
solution-cell: 8 (1416, 2075, 1441, 2099)
solution-cell: 6 (1466, 2098, 1491, 2122)
